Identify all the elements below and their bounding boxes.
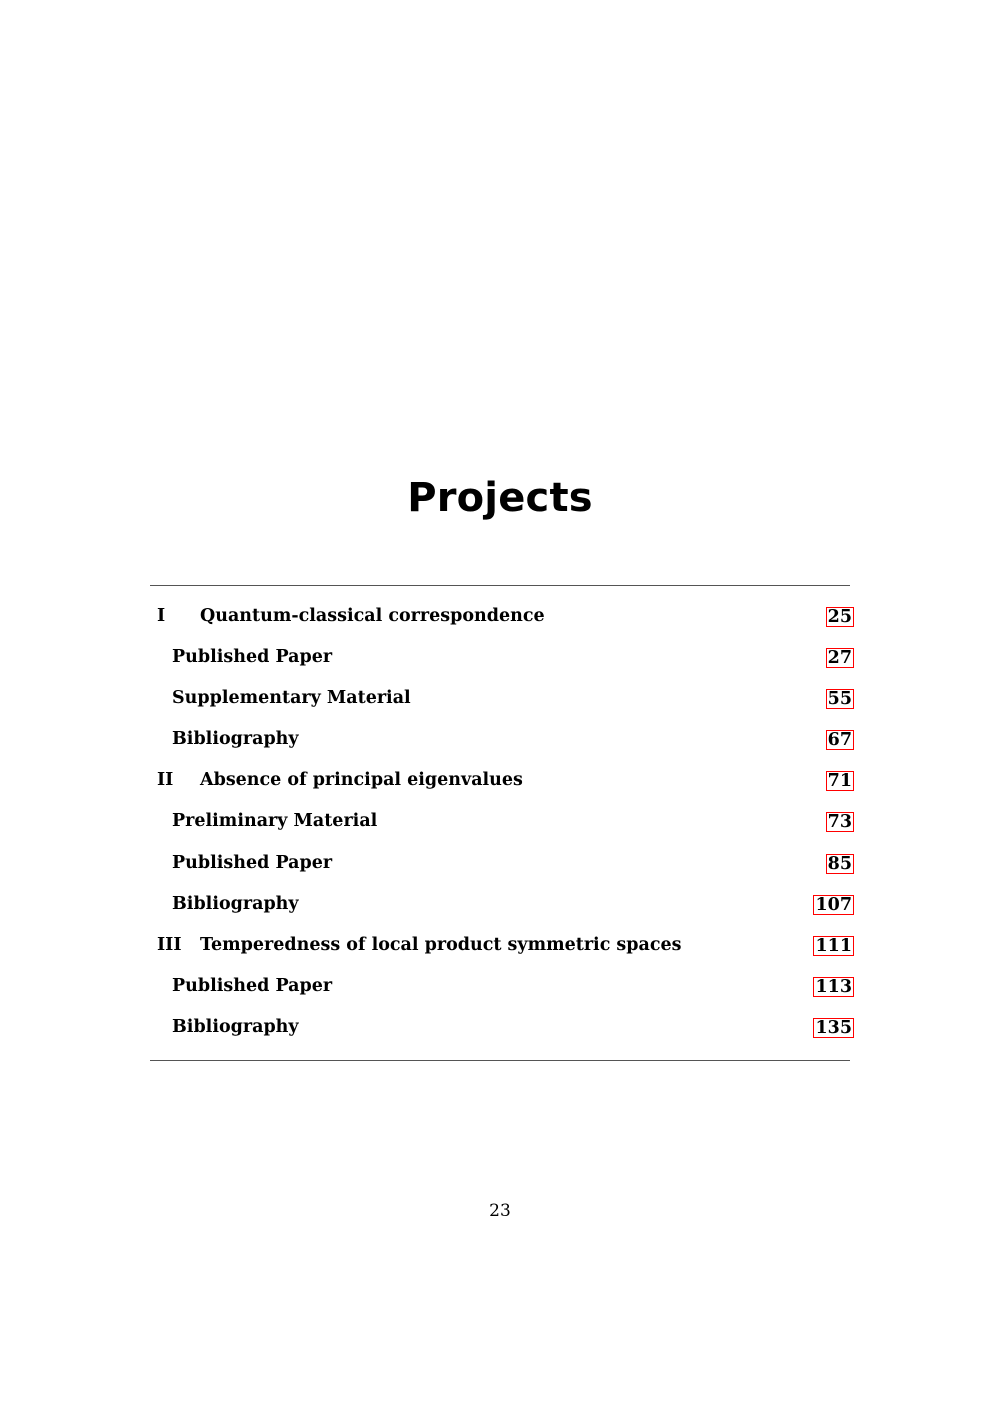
page-link[interactable]: 73 xyxy=(827,812,852,833)
page-title: Projects xyxy=(407,475,593,521)
page-link[interactable]: 111 xyxy=(815,935,852,956)
page-link[interactable]: 71 xyxy=(827,771,852,792)
toc-section-row xyxy=(150,966,850,1007)
toc-section-row xyxy=(150,1007,850,1048)
section-title: Bibliography xyxy=(172,729,299,750)
page-link[interactable]: 107 xyxy=(815,894,852,915)
toc-section-row xyxy=(150,801,850,842)
section-title: Bibliography xyxy=(172,1016,299,1037)
page-link[interactable]: 67 xyxy=(827,730,852,751)
toc-part-row xyxy=(150,760,850,801)
bottom-divider xyxy=(150,1060,850,1061)
page-link[interactable]: 27 xyxy=(827,648,852,669)
toc-part-row xyxy=(150,596,850,637)
part-title: Absence of principal eigenvalues xyxy=(200,770,523,791)
toc-section-row xyxy=(150,637,850,678)
page-link[interactable]: 55 xyxy=(827,689,852,710)
part-title: Quantum-classical correspondence xyxy=(200,606,545,626)
section-title: Supplementary Material xyxy=(172,688,411,709)
toc-section-row xyxy=(150,843,850,884)
page-link[interactable]: 113 xyxy=(815,976,852,997)
part-title: Temperedness of local product symmetric spaces xyxy=(200,934,682,955)
table-of-contents xyxy=(150,596,850,1048)
section-title: Bibliography xyxy=(172,893,299,914)
page-link[interactable]: 85 xyxy=(827,853,852,874)
section-title: Published Paper xyxy=(172,852,333,873)
toc-section-row xyxy=(150,678,850,719)
top-divider xyxy=(150,585,850,586)
page-number: 23 xyxy=(489,1201,511,1221)
part-number: I xyxy=(157,606,166,626)
toc-section-row xyxy=(150,884,850,925)
page-link[interactable]: 135 xyxy=(815,1017,852,1038)
section-title: Preliminary Material xyxy=(172,811,378,832)
toc-part-row xyxy=(150,925,850,966)
part-number: II xyxy=(157,770,174,791)
toc-section-row xyxy=(150,719,850,760)
section-title: Published Paper xyxy=(172,975,333,996)
part-number: III xyxy=(157,934,182,955)
section-title: Published Paper xyxy=(172,647,333,668)
page-link[interactable]: 25 xyxy=(827,607,852,627)
